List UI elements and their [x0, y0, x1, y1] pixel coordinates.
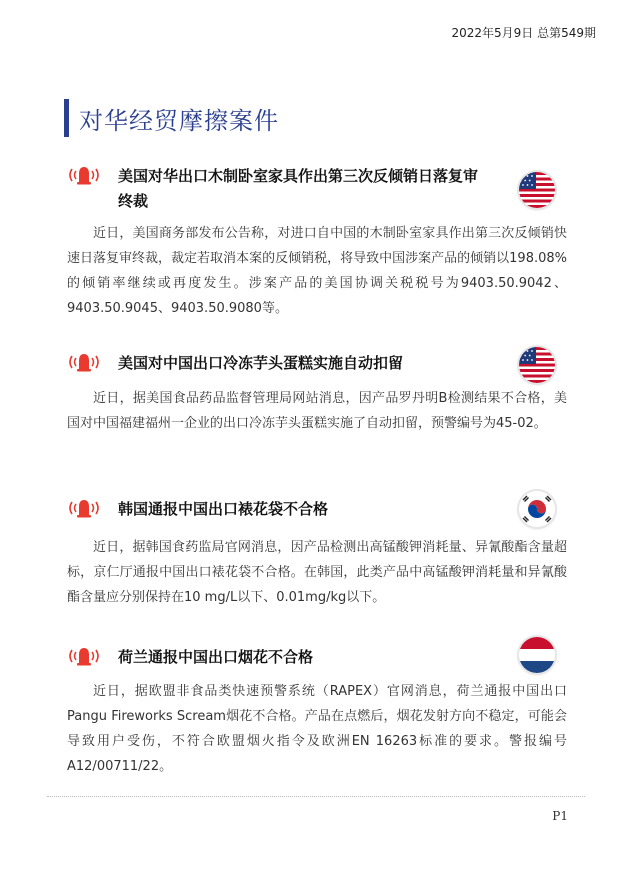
article-title: 美国对华出口木制卧室家具作出第三次反倾销日落复审终裁	[118, 167, 479, 210]
article-us-taro-cake	[0, 351, 624, 431]
article-netherlands-fireworks	[0, 645, 624, 774]
south-korea-flag-icon	[519, 491, 555, 527]
footer-divider	[47, 796, 585, 797]
article-korea-piping-bag	[0, 497, 624, 605]
netherlands-flag-icon	[519, 637, 555, 673]
section-title	[64, 99, 279, 137]
article-body: 近日，据韩国食药监局官网消息，因产品检测出高锰酸钾消耗量、异氰酸酯含量超标，京仁厅通报中国出口裱花袋不合格。在韩国，此类产品中高锰酸钾消耗量和异氰酸酯含量应分别保持在10 mg/L以下、0.01mg/kg以下。	[67, 540, 567, 605]
alarm-bell-icon	[66, 645, 102, 667]
usa-flag-icon	[519, 172, 555, 208]
title-accent-bar	[64, 99, 69, 137]
usa-flag-icon	[519, 347, 555, 383]
issue-date: 2022年5月9日 总第549期	[451, 26, 596, 40]
article-title: 荷兰通报中国出口烟花不合格	[118, 648, 314, 666]
alarm-bell-icon	[66, 497, 102, 519]
page-number: P1	[552, 809, 568, 823]
article-us-furniture	[0, 164, 624, 316]
article-title: 美国对中国出口冷冻芋头蛋糕实施自动扣留	[118, 354, 404, 372]
article-body: 近日，美国商务部发布公告称，对进口自中国的木制卧室家具作出第三次反倾销快速日落复审终裁，裁定若取消本案的反倾销税，将导致中国涉案产品的倾销以198.08%的倾销率继续或再度发生。涉案产品的美国协调关税税号为9403.50.9042、9403.50.9045、9403.50.9080等。	[67, 226, 567, 316]
alarm-bell-icon	[66, 351, 102, 373]
section-title-text: 对华经贸摩擦案件	[79, 106, 279, 135]
article-title: 韩国通报中国出口裱花袋不合格	[118, 500, 329, 518]
article-body: 近日，据欧盟非食品类快速预警系统（RAPEX）官网消息，荷兰通报中国出口Pangu Fireworks Scream烟花不合格。产品在点燃后，烟花发射方向不稳定，可能会导致用户受伤，不符合欧盟烟火指令及欧洲EN 16263标准的要求。警报编号A12/00711/22。	[67, 684, 567, 774]
alarm-bell-icon	[66, 164, 102, 186]
article-body: 近日，据美国食品药品监督管理局网站消息，因产品罗丹明B检测结果不合格，美国对中国福建福州一企业的出口冷冻芋头蛋糕实施了自动扣留，预警编号为45-02。	[67, 391, 567, 431]
